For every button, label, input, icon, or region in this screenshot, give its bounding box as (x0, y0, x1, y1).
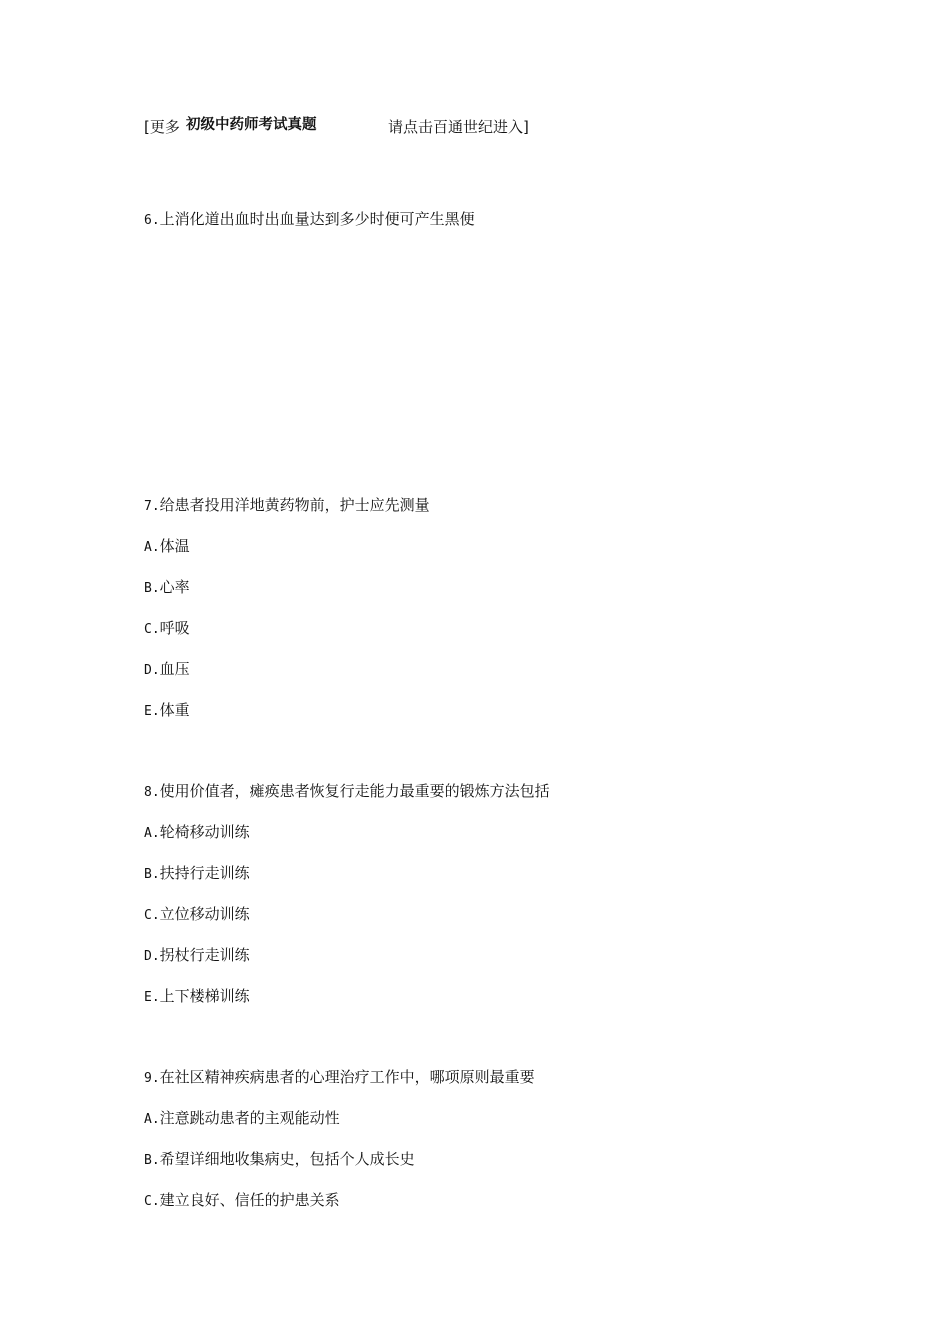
option-8c (144, 903, 250, 927)
option-text: 扶持行走训练 (159, 864, 250, 882)
option-key: A. (144, 826, 160, 841)
option-9c (144, 1189, 340, 1213)
option-text: 体温 (159, 537, 190, 555)
question-number: 7. (144, 499, 160, 514)
option-text: 拐杖行走训练 (159, 946, 250, 964)
option-text: 呼吸 (159, 619, 190, 637)
option-key: E. (144, 990, 160, 1005)
option-key: D. (144, 949, 160, 964)
question-number: 6. (144, 213, 160, 228)
option-key: B. (144, 867, 160, 882)
option-8a (144, 821, 250, 845)
option-key: D. (144, 663, 160, 678)
question-text: 使用价值者，瘫痪患者恢复行走能力最重要的锻炼方法包括 (159, 782, 550, 800)
question-8 (144, 780, 550, 804)
option-key: B. (144, 1153, 160, 1168)
question-number: 9. (144, 1071, 160, 1086)
question-text: 给患者投用洋地黄药物前，护士应先测量 (159, 496, 430, 514)
option-key: B. (144, 581, 160, 596)
option-key: A. (144, 540, 160, 555)
option-text: 建立良好、信任的护患关系 (159, 1191, 340, 1209)
option-text: 体重 (159, 701, 190, 719)
question-text: 在社区精神疾病患者的心理治疗工作中，哪项原则最重要 (159, 1068, 535, 1086)
header-suffix[interactable]: 请点击百通世纪进入] (388, 118, 529, 136)
header-exam-link-text[interactable]: 初级中药师考试真题 (186, 117, 317, 133)
option-text: 注意跳动患者的主观能动性 (159, 1109, 340, 1127)
option-key: E. (144, 704, 160, 719)
option-7e (144, 699, 190, 723)
option-text: 希望详细地收集病史，包括个人成长史 (159, 1150, 415, 1168)
option-8b (144, 862, 250, 886)
option-9b (144, 1148, 415, 1172)
question-number: 8. (144, 785, 160, 800)
question-text: 上消化道出血时出血量达到多少时便可产生黑便 (159, 210, 475, 228)
option-text: 轮椅移动训练 (159, 823, 250, 841)
question-6 (144, 208, 475, 232)
option-key: C. (144, 622, 160, 637)
question-7 (144, 494, 430, 518)
header-prefix: [更多 (144, 118, 180, 136)
option-key: A. (144, 1112, 160, 1127)
option-9a (144, 1107, 340, 1131)
promo-header (144, 116, 844, 138)
question-9 (144, 1066, 535, 1090)
option-key: C. (144, 1194, 160, 1209)
option-text: 立位移动训练 (159, 905, 250, 923)
option-text: 血压 (159, 660, 190, 678)
option-7a (144, 535, 190, 559)
option-7b (144, 576, 190, 600)
option-7c (144, 617, 190, 641)
option-text: 上下楼梯训练 (159, 987, 250, 1005)
option-7d (144, 658, 190, 682)
option-key: C. (144, 908, 160, 923)
option-text: 心率 (159, 578, 190, 596)
option-8d (144, 944, 250, 968)
option-8e (144, 985, 250, 1009)
